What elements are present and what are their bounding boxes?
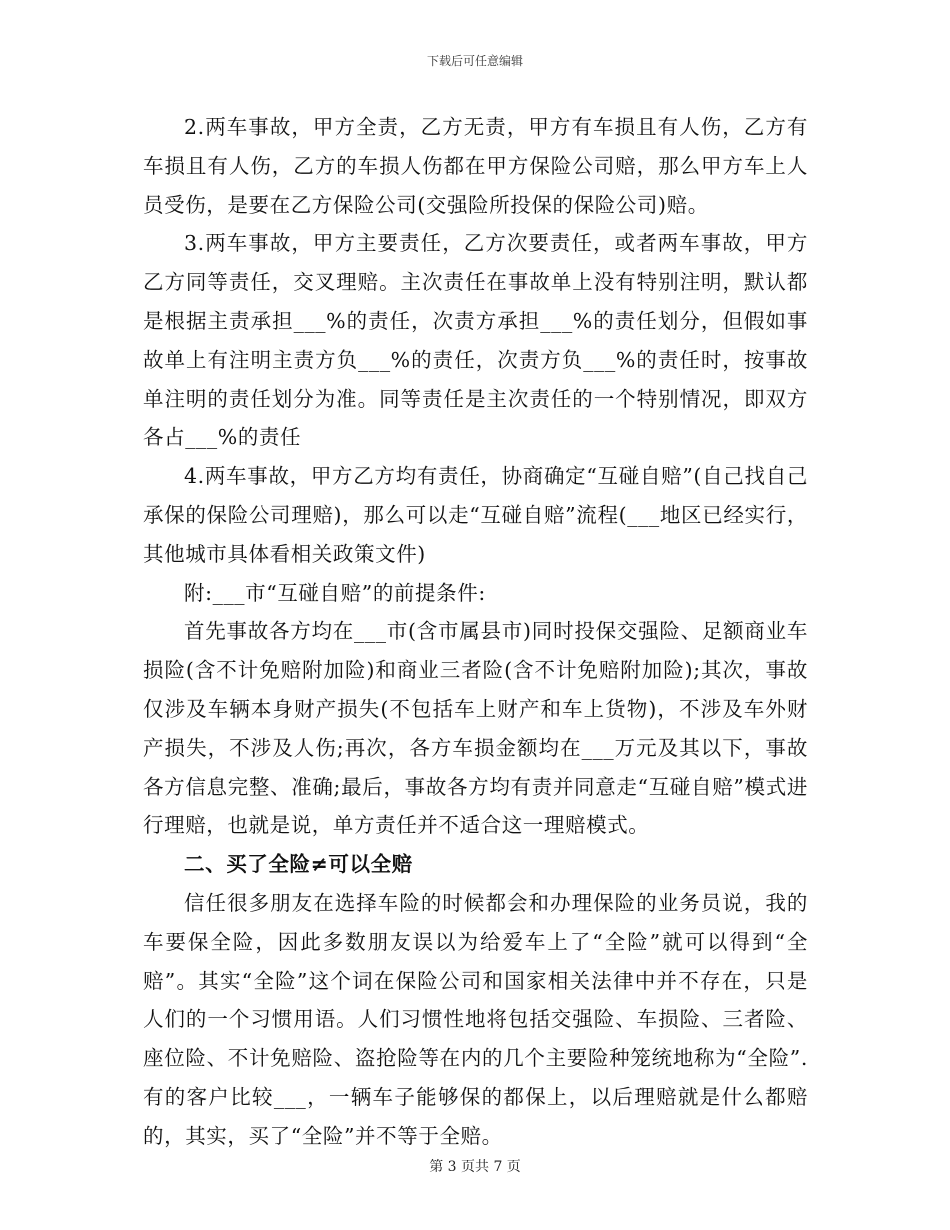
page-footer: 第 3 页共 7 页 xyxy=(429,1159,521,1175)
paragraph-conditions: 首先事故各方均在___市(含市属县市)同时投保交强险、足额商业车损险(含不计免赔附加险)和商业三者险(含不计免赔附加险);其次，事故仅涉及车辆本身财产损失(不包括车上财产和车上货物)，不涉及车外财产损失，不涉及人伤;再次，各方车损金额均在___万元及其以下，事故各方信息完整、准确;最后，事故各方均有责并同意走“互碰自赔”模式进行理赔，也就是说，单方责任并不适合这一理赔模式。 xyxy=(143,619,808,838)
document-body xyxy=(143,108,808,1156)
paragraph-case-3: 3.两车事故，甲方主要责任，乙方次要责任，或者两车事故，甲方乙方同等责任，交叉理赔。主次责任在事故单上没有特别注明，默认都是根据主责承担___%的责任，次责方承担___%的责任划分，但假如事故单上有注明主责方负___%的责任，次责方负___%的责任时，按事故单注明的责任划分为准。同等责任是主次责任的一个特别情况，即双方各占___%的责任 xyxy=(143,231,808,450)
paragraph-case-4: 4.两车事故，甲方乙方均有责任，协商确定“互碰自赔”(自己找自己承保的保险公司理赔)，那么可以走“互碰自赔”流程(___地区已经实行，其他城市具体看相关政策文件) xyxy=(143,464,808,566)
paragraph-full-insurance: 信任很多朋友在选择车险的时候都会和办理保险的业务员说，我的车要保全险，因此多数朋友误以为给爱车上了“全险”就可以得到“全赔”。其实“全险”这个词在保险公司和国家相关法律中并不存在，只是人们的一个习惯用语。人们习惯性地将包括交强险、车损险、三者险、座位险、不计免赔险、盗抢险等在内的几个主要险种笼统地称为“全险”.有的客户比较___，一辆车子能够保的都保上，以后理赔就是什么都赔的，其实，买了“全险”并不等于全赔。 xyxy=(143,890,808,1148)
section-heading: 二、买了全险≠可以全赔 xyxy=(184,852,413,877)
page-header: 下载后可任意编辑 xyxy=(426,54,523,68)
paragraph-appendix: 附:___市“互碰自赔”的前提条件: xyxy=(184,580,486,605)
paragraph-case-2: 2.两车事故，甲方全责，乙方无责，甲方有车损且有人伤，乙方有车损且有人伤，乙方的车损人伤都在甲方保险公司赔，那么甲方车上人员受伤，是要在乙方保险公司(交强险所投保的保险公司)赔。 xyxy=(143,115,808,217)
